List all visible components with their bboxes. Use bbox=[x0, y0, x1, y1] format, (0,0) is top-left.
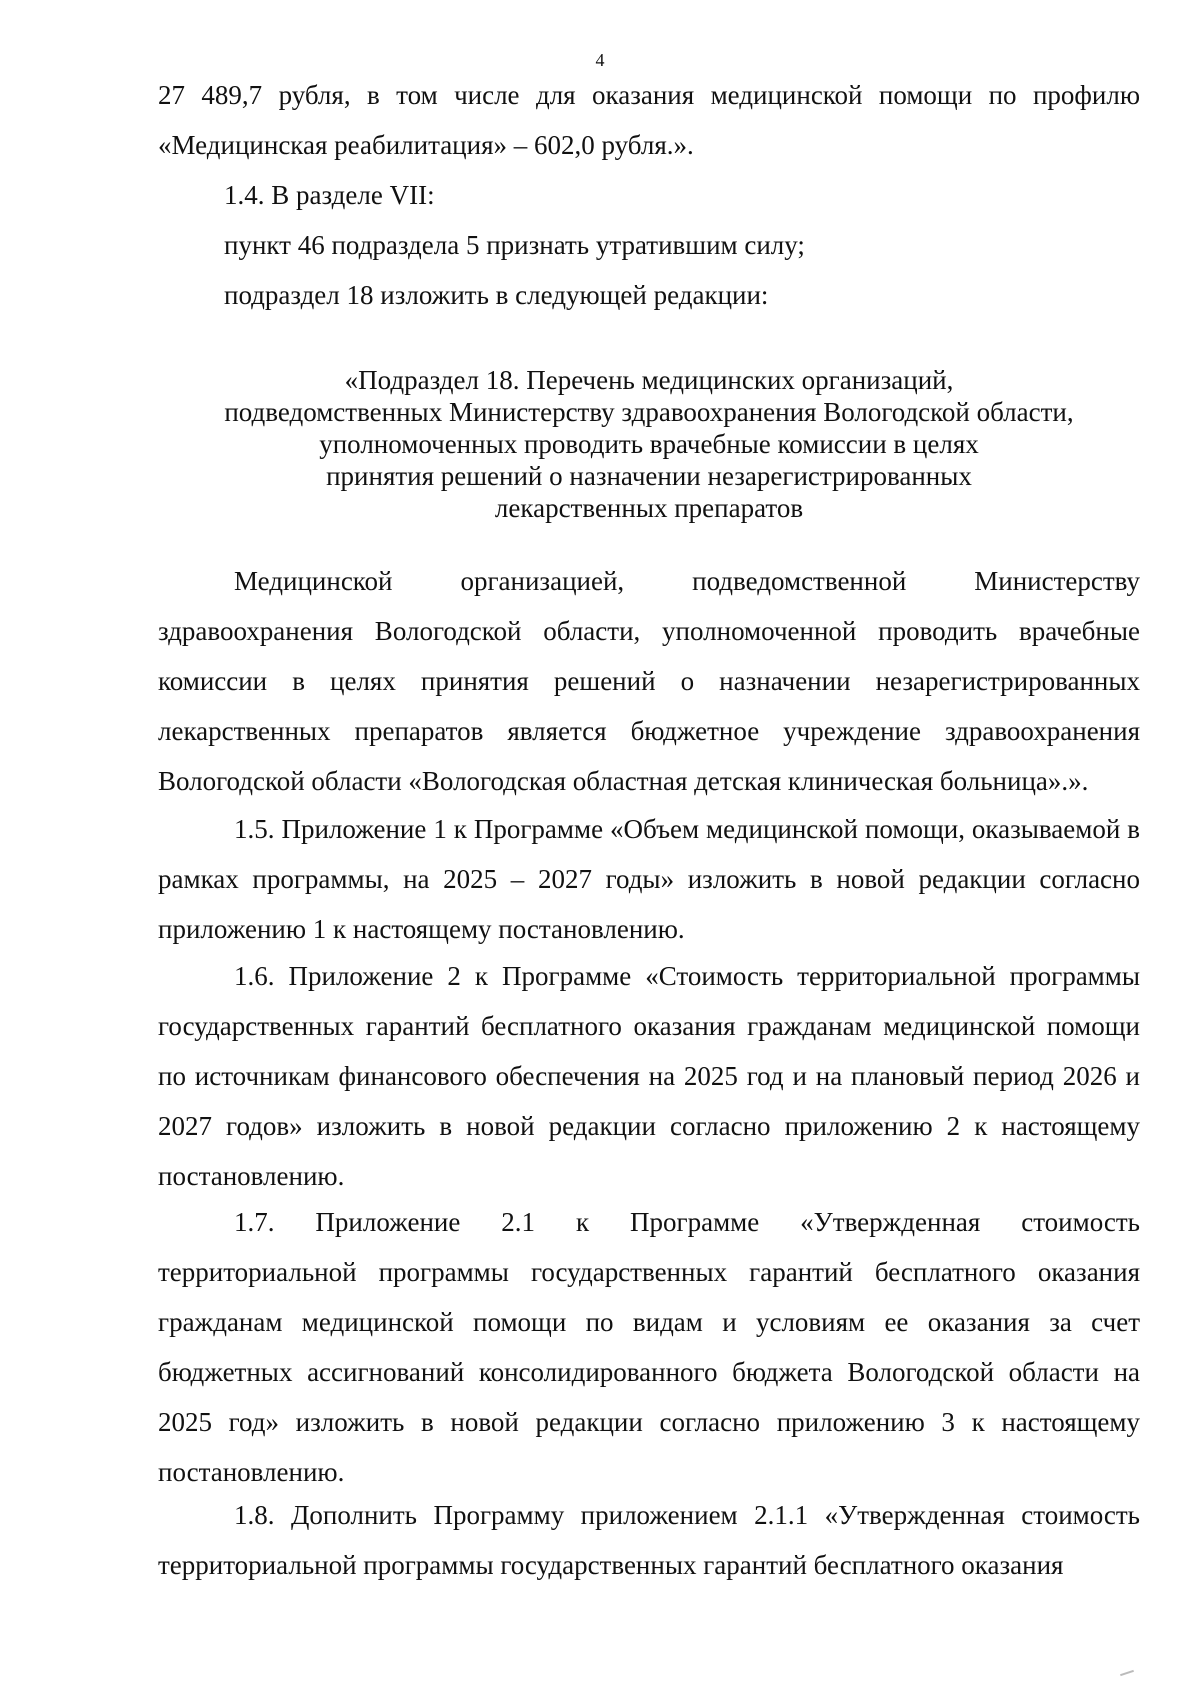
heading-line: подведомственных Министерству здравоохранения Вологодской области, bbox=[224, 397, 1074, 427]
section-1-4-title: 1.4. В разделе VII: bbox=[224, 180, 435, 210]
scan-artifact bbox=[1120, 1670, 1134, 1676]
paragraph-1-7: 1.7. Приложение 2.1 к Программе «Утвержденная стоимость территориальной программы государственных гарантий бесплатного оказания гражданам медицинской помощи по видам и условиям ее оказания за счет бюджетных ассигнований консолидированного бюджета Вологодской области на 2025 год» изложить в новой редакции согласно приложению 3 к настоящему постановлению. bbox=[158, 1207, 1140, 1487]
paragraph-1-5: 1.5. Приложение 1 к Программе «Объем медицинской помощи, оказываемой в рамках программы, на 2025 – 2027 годы» изложить в новой редакции согласно приложению 1 к настоящему постановлению. bbox=[158, 814, 1140, 944]
section-1-4-line-2: подраздел 18 изложить в следующей редакции: bbox=[224, 280, 769, 310]
paragraph-medical-organization: Медицинской организацией, подведомственной Министерству здравоохранения Вологодской области, уполномоченной проводить врачебные комиссии в целях принятия решений о назначении незарегистрированных лекарственных препаратов является бюджетное учреждение здравоохранения Вологодской области «Вологодская областная детская клиническая больница».». bbox=[158, 566, 1140, 796]
heading-line: уполномоченных проводить врачебные комиссии в целях bbox=[319, 429, 979, 459]
heading-line: «Подраздел 18. Перечень медицинских организаций, bbox=[344, 365, 954, 395]
paragraph-1-6: 1.6. Приложение 2 к Программе «Стоимость территориальной программы государственных гарантий бесплатного оказания гражданам медицинской помощи по источникам финансового обеспечения на 2025 год и на плановый период 2026 и 2027 годов» изложить в новой редакции согласно приложению 2 к настоящему постановлению. bbox=[158, 961, 1140, 1191]
subsection-heading bbox=[158, 364, 1140, 524]
page-number: 4 bbox=[595, 50, 605, 70]
paragraph-1-8: 1.8. Дополнить Программу приложением 2.1.1 «Утвержденная стоимость территориальной программы государственных гарантий бесплатного оказания bbox=[158, 1500, 1140, 1580]
heading-line: принятия решений о назначении незарегистрированных bbox=[326, 461, 972, 491]
heading-line: лекарственных препаратов bbox=[494, 493, 804, 523]
continuation-paragraph: 27 489,7 рубля, в том числе для оказания медицинской помощи по профилю «Медицинская реабилитация» – 602,0 рубля.». bbox=[158, 80, 1140, 160]
section-1-4-line-1: пункт 46 подраздела 5 признать утратившим силу; bbox=[224, 230, 805, 260]
